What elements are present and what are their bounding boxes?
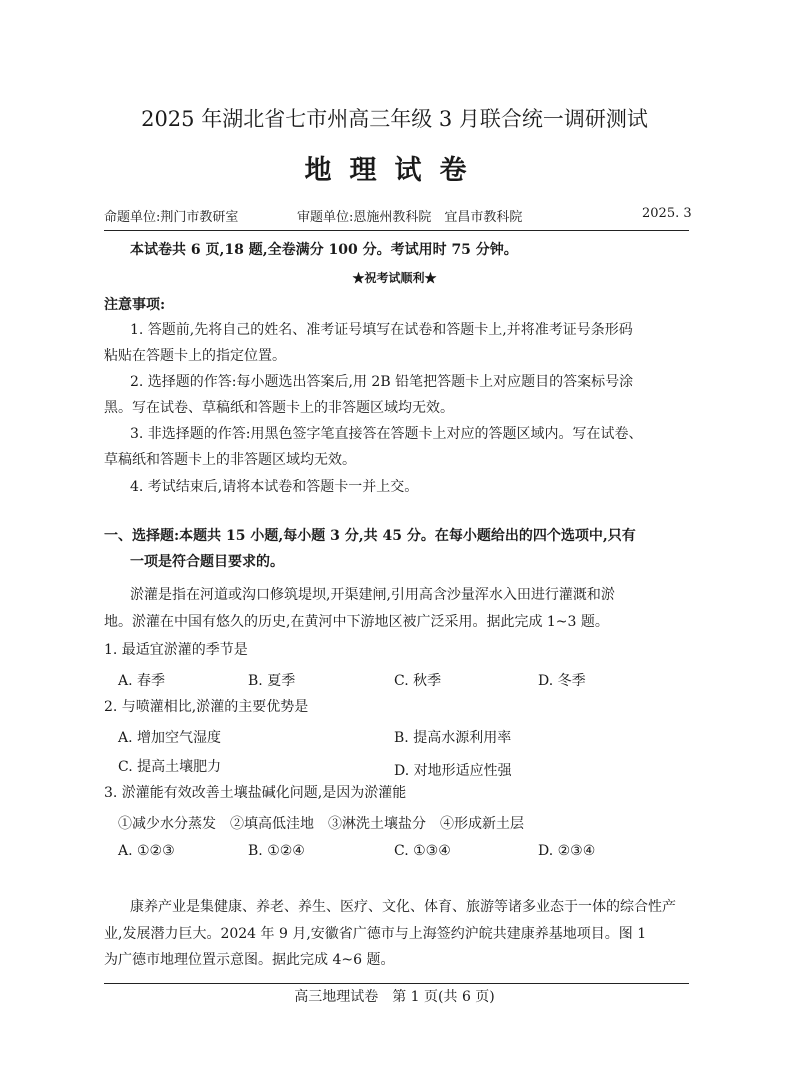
q3-option-c: C. ①③④ bbox=[394, 843, 451, 859]
q1-option-b: B. 夏季 bbox=[248, 673, 296, 689]
author-unit: 命题单位:荆门市教研室 bbox=[104, 210, 239, 225]
passage1-line-1: 淤灌是指在河道或沟口修筑堤坝,开渠建闸,引用高含沙量浑水入田进行灌溉和淤 bbox=[130, 587, 615, 603]
note-3-line-2: 草稿纸和答题卡上的非答题区域均无效。 bbox=[104, 452, 356, 468]
good-luck-text: ★祝考试顺利★ bbox=[352, 271, 437, 285]
exam-title: 2025 年湖北省七市州高三年级 3 月联合统一调研测试 bbox=[141, 107, 648, 131]
header-rule bbox=[104, 230, 689, 231]
review-unit: 审题单位:恩施州教科院 宜昌市教科院 bbox=[297, 210, 523, 225]
passage2-line-1: 康养产业是集健康、养老、养生、医疗、文化、体育、旅游等诸多业态于一体的综合性产 bbox=[130, 899, 676, 915]
exam-date: 2025. 3 bbox=[642, 206, 692, 221]
question-2-stem: 2. 与喷灌相比,淤灌的主要优势是 bbox=[104, 699, 309, 715]
q2-option-a: A. 增加空气湿度 bbox=[118, 730, 222, 746]
q2-option-b: B. 提高水源利用率 bbox=[394, 730, 512, 746]
note-4: 4. 考试结束后,请将本试卷和答题卡一并上交。 bbox=[130, 479, 419, 495]
q2-option-c: C. 提高土壤肥力 bbox=[118, 759, 222, 775]
page-footer: 高三地理试卷 第 1 页(共 6 页) bbox=[294, 989, 495, 1005]
passage2-line-2: 业,发展潜力巨大。2024 年 9 月,安徽省广德市与上海签约沪皖共建康养基地项目。图 1 bbox=[104, 926, 647, 942]
note-3-line-1: 3. 非选择题的作答:用黑色签字笔直接答在答题卡上对应的答题区域内。写在试卷、 bbox=[130, 426, 643, 442]
q1-option-a: A. 春季 bbox=[118, 673, 166, 689]
passage2-line-3: 为广德市地理位置示意图。据此完成 4~6 题。 bbox=[104, 952, 395, 968]
q3-statements: ①减少水分蒸发 ②填高低洼地 ③淋洗土壤盐分 ④形成新土层 bbox=[118, 816, 524, 832]
q3-option-d: D. ②③④ bbox=[538, 843, 596, 859]
passage1-line-2: 地。淤灌在中国有悠久的历史,在黄河中下游地区被广泛采用。据此完成 1~3 题。 bbox=[104, 614, 609, 630]
q1-option-c: C. 秋季 bbox=[394, 673, 442, 689]
q1-option-d: D. 冬季 bbox=[538, 673, 586, 689]
q3-option-b: B. ①②④ bbox=[248, 843, 305, 859]
question-1-stem: 1. 最适宜淤灌的季节是 bbox=[104, 642, 248, 658]
q2-option-d: D. 对地形适应性强 bbox=[394, 763, 512, 779]
section1-heading: 一、选择题:本题共 15 小题,每小题 3 分,共 45 分。在每小题给出的四个选项中,只有 bbox=[104, 528, 636, 544]
note-1-line-2: 粘贴在答题卡上的指定位置。 bbox=[104, 348, 286, 364]
exam-subtitle: 地理试卷 bbox=[304, 155, 485, 186]
section1-heading-cont: 一项是符合题目要求的。 bbox=[130, 554, 284, 570]
q3-option-a: A. ①②③ bbox=[118, 843, 175, 859]
footer-rule bbox=[104, 983, 689, 984]
exam-summary: 本试卷共 6 页,18 题,全卷满分 100 分。考试用时 75 分钟。 bbox=[130, 242, 518, 258]
note-2-line-1: 2. 选择题的作答:每小题选出答案后,用 2B 铅笔把答题卡上对应题目的答案标号涂 bbox=[130, 374, 634, 390]
question-3-stem: 3. 淤灌能有效改善土壤盐碱化问题,是因为淤灌能 bbox=[104, 785, 407, 801]
note-2-line-2: 黑。写在试卷、草稿纸和答题卡上的非答题区域均无效。 bbox=[104, 400, 454, 416]
notes-heading: 注意事项: bbox=[104, 297, 166, 313]
note-1-line-1: 1. 答题前,先将自己的姓名、准考证号填写在试卷和答题卡上,并将准考证号条形码 bbox=[130, 322, 633, 338]
